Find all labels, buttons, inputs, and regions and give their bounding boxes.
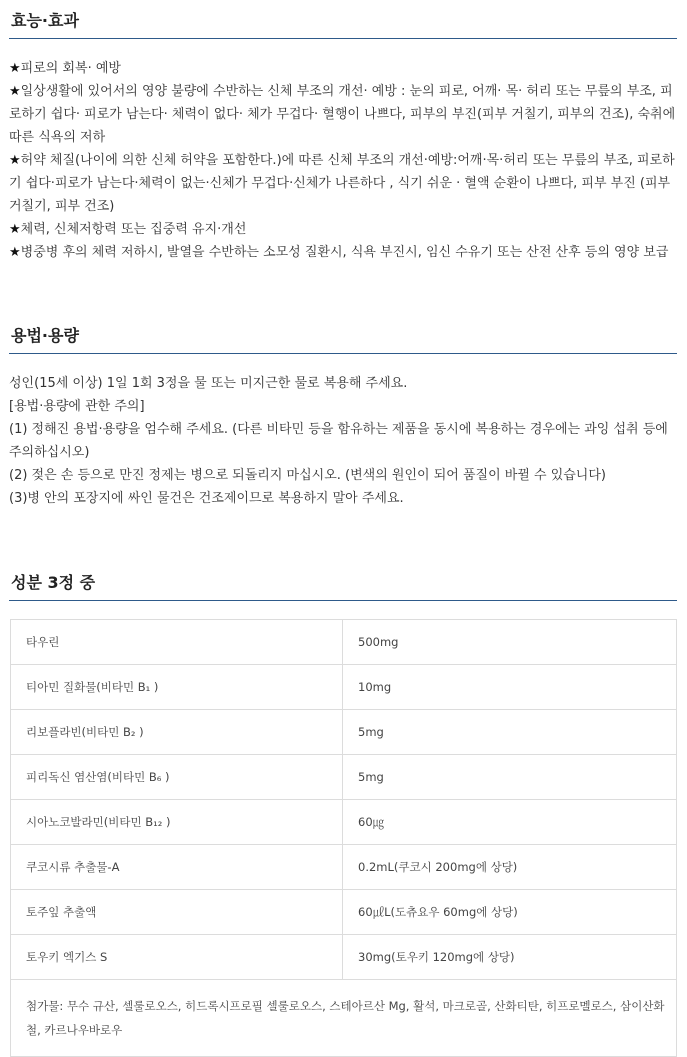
dosage-line: (2) 젖은 손 등으로 만진 정제는 병으로 되돌리지 마십시오. (변색의 원인이 되어 품질이 바뀔 수 있습니다): [9, 468, 606, 483]
ingredient-name: 타우린: [11, 620, 343, 665]
efficacy-item: ★피로의 회복· 예방: [9, 61, 121, 76]
section-title-ingredients: 성분 3정 중: [11, 573, 96, 592]
table-row: [11, 935, 677, 980]
star-icon: ★: [9, 222, 21, 237]
star-icon: ★: [9, 245, 21, 260]
efficacy-item: ★병중병 후의 체력 저하시, 발열을 수반하는 소모성 질환시, 식욕 부진시, 임신 수유기 또는 산전 산후 등의 영양 보급: [9, 245, 669, 260]
ingredient-name: 토우키 엑기스 S: [11, 935, 343, 980]
section-title-dosage: 용법·용량: [11, 326, 79, 345]
ingredients-table: [10, 619, 677, 1057]
ingredient-amount: 60㎍: [343, 800, 677, 845]
ingredient-amount: 5mg: [343, 755, 677, 800]
table-row: [11, 980, 677, 1057]
table-row: [11, 800, 677, 845]
ingredient-name: 리보플라빈(비타민 B₂ ): [11, 710, 343, 755]
dosage-text: [9, 372, 677, 510]
ingredient-name: 피리독신 염산염(비타민 B₆ ): [11, 755, 343, 800]
additives-note: 첨가물: 무수 규산, 셀룰로오스, 히드록시프로필 셀룰로오스, 스테아르산 Mg, 활석, 마크로골, 산화티탄, 히프로멜로스, 삼이산화철, 카르나우바로우: [11, 980, 677, 1057]
section-divider: [9, 38, 677, 39]
ingredient-name: 시아노코발라민(비타민 B₁₂ ): [11, 800, 343, 845]
efficacy-list: [9, 57, 677, 264]
efficacy-item: ★일상생활에 있어서의 영양 불량에 수반하는 신체 부조의 개선· 예방 : 눈의 피로, 어깨· 목· 허리 또는 무릎의 부조, 피로하기 쉽다· 피로가 남는다· 체력이 없다· 체가 무겁다· 혈행이 나쁘다, 피부의 부진(피부 거칠기, 피부의 건조), 숙취에 따른 식욕의 저하: [9, 84, 676, 145]
dosage-line: (1) 정해진 용법·용량을 엄수해 주세요. (다른 비타민 등을 함유하는 제품을 동시에 복용하는 경우에는 과잉 섭취 등에 주의하십시오): [9, 422, 668, 460]
table-row: [11, 665, 677, 710]
ingredient-amount: 60㎕L(도츄요우 60mg에 상당): [343, 890, 677, 935]
ingredient-name: 티아민 질화물(비타민 B₁ ): [11, 665, 343, 710]
ingredient-amount: 500mg: [343, 620, 677, 665]
efficacy-item: ★체력, 신체저항력 또는 집중력 유지·개선: [9, 222, 247, 237]
table-row: [11, 890, 677, 935]
table-row: [11, 845, 677, 890]
dosage-line: [용법·용량에 관한 주의]: [9, 399, 145, 414]
ingredient-name: 토주잎 추출액: [11, 890, 343, 935]
dosage-line: 성인(15세 이상) 1일 1회 3정을 물 또는 미지근한 물로 복용해 주세요.: [9, 376, 408, 391]
ingredient-amount: 30mg(토우키 120mg에 상당): [343, 935, 677, 980]
star-icon: ★: [9, 61, 21, 76]
ingredient-amount: 10mg: [343, 665, 677, 710]
star-icon: ★: [9, 84, 21, 99]
section-divider: [9, 353, 677, 354]
section-title-efficacy: 효능·효과: [11, 11, 79, 30]
ingredient-name: 쿠코시류 추출물-A: [11, 845, 343, 890]
table-row: [11, 755, 677, 800]
dosage-line: (3)병 안의 포장지에 싸인 물건은 건조제이므로 복용하지 말아 주세요.: [9, 491, 404, 506]
ingredient-amount: 5mg: [343, 710, 677, 755]
star-icon: ★: [9, 153, 21, 168]
table-row: [11, 710, 677, 755]
efficacy-item: ★허약 체질(나이에 의한 신체 허약을 포함한다.)에 따른 신체 부조의 개선·예방:어깨·목·허리 또는 무릎의 부조, 피로하기 쉽다·피로가 남는다·체력이 없는·신체가 무겁다·신체가 나른하다 , 식기 쉬운 · 혈액 순환이 나쁘다, 피부 부진 (피부 거칠기, 피부 건조): [9, 153, 675, 214]
section-divider: [9, 600, 677, 601]
table-row: [11, 620, 677, 665]
ingredient-amount: 0.2mL(쿠코시 200mg에 상당): [343, 845, 677, 890]
